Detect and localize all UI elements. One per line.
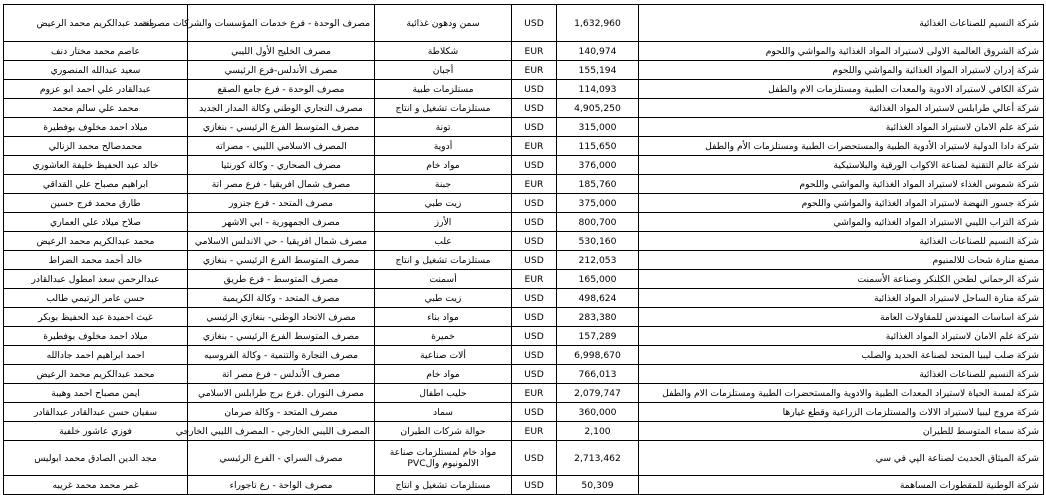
bank-cell: مصرف المتوسط الفرع الرئيسي - بنغازي <box>188 327 375 346</box>
table-row <box>4 441 1044 476</box>
table-row <box>4 99 1044 118</box>
currency-cell: EUR <box>512 137 557 156</box>
table-row <box>4 118 1044 137</box>
table-row <box>4 80 1044 99</box>
currency-cell: USD <box>512 308 557 327</box>
bank-cell: مصرف التجارة والتنمية - وكالة الفروسيه <box>188 346 375 365</box>
goods-cell: زيت طبي <box>375 194 512 213</box>
company-cell: شركة اساسات المهندس للمقاولات العامة <box>639 308 1044 327</box>
goods-cell: جبنة <box>375 175 512 194</box>
amount-cell: 766,013 <box>557 365 639 384</box>
goods-cell: أجبان <box>375 61 512 80</box>
table-row <box>4 42 1044 61</box>
person-cell: حسن عامر الرتيمي طالب <box>4 289 188 308</box>
bank-cell: المصرف الاسلامي الليبي - مصراته <box>188 137 375 156</box>
amount-cell: 800,700 <box>557 213 639 232</box>
person-cell: سفيان حسن عبدالقادر عبدالقادر <box>4 403 188 422</box>
amount-cell: 376,000 <box>557 156 639 175</box>
goods-cell: زيت طبي <box>375 289 512 308</box>
bank-cell: مصرف الوحدة - فرع خدمات المؤسسات والشركات مصراتة <box>188 5 375 42</box>
company-cell: شركة مروج ليبيا لاستيراد الالات والمستلزمات الزراعية وقطع غيارها <box>639 403 1044 422</box>
company-cell: شركة صلب ليبيا المتحد لصناعة الحديد والصلب <box>639 346 1044 365</box>
company-cell: شركة الميثاق الحديث لصناعة الپي في سي <box>639 441 1044 476</box>
company-cell: شركة النسيم للصناعات الغذائية <box>639 5 1044 42</box>
company-cell: شركة الوطنية للمقطورات المساهمة <box>639 476 1044 495</box>
goods-cell: سماد <box>375 403 512 422</box>
amount-cell: 2,079,747 <box>557 384 639 403</box>
person-cell: محمدصالح محمد الزنالي <box>4 137 188 156</box>
currency-cell: USD <box>512 156 557 175</box>
amount-cell: 114,093 <box>557 80 639 99</box>
company-cell: شركة أعالي طرابلس لاستيراد المواد الغذائية <box>639 99 1044 118</box>
currency-cell: USD <box>512 346 557 365</box>
bank-cell: مصرف المتحد - وكالة الكريمية <box>188 289 375 308</box>
currency-cell: USD <box>512 213 557 232</box>
amount-cell: 2,713,462 <box>557 441 639 476</box>
table-row <box>4 289 1044 308</box>
company-cell: شركة الشروق العالمية الاولى لاستيراد المواد الغذائية والمواشي واللحوم <box>639 42 1044 61</box>
bank-cell: مصرف التجاري الوطني وكالة المدار الجديد <box>188 99 375 118</box>
person-cell: طارق محمد فرج حسين <box>4 194 188 213</box>
company-cell: شركة عالم التقنية لصناعة الاكواب الورقية والبلاستيكية <box>639 156 1044 175</box>
table-row <box>4 61 1044 80</box>
goods-cell: خميرة <box>375 327 512 346</box>
person-cell: محمد عبدالكريم محمد الرعيض <box>4 5 188 42</box>
table-row <box>4 213 1044 232</box>
goods-cell: مواد خام لمستلزمات صناعة الالمونيوم والPVC <box>375 441 512 476</box>
person-cell: ايمن مصباح احمد وهيبة <box>4 384 188 403</box>
amount-cell: 185,760 <box>557 175 639 194</box>
person-cell: محمد عبدالكريم محمد الرعيض <box>4 232 188 251</box>
bank-cell: مصرف الجمهورية - ابي الاشهر <box>188 213 375 232</box>
person-cell: خالد أحمد محمد الضراط <box>4 251 188 270</box>
bank-cell: مصرف شمال افريقيا - فرع مصر اتة <box>188 175 375 194</box>
currency-cell: USD <box>512 403 557 422</box>
goods-cell: تونة <box>375 118 512 137</box>
currency-cell: USD <box>512 251 557 270</box>
amount-cell: 6,998,670 <box>557 346 639 365</box>
goods-cell: علب <box>375 232 512 251</box>
company-cell: شركة علم الامان لاستيراد المواد الغذائية <box>639 327 1044 346</box>
amount-cell: 315,000 <box>557 118 639 137</box>
table-row <box>4 384 1044 403</box>
currency-cell: USD <box>512 232 557 251</box>
company-cell: شركة إدران لاستيراد المواد الغذائية والمواشي واللحوم <box>639 61 1044 80</box>
person-cell: غمر محمد محمد غريبه <box>4 476 188 495</box>
currency-cell: USD <box>512 80 557 99</box>
goods-cell: مستلزمات تشغيل و انتاج <box>375 99 512 118</box>
currency-cell: EUR <box>512 175 557 194</box>
amount-cell: 155,194 <box>557 61 639 80</box>
bank-cell: مصرف النوران .فرع برج طرابلس الاسلامي <box>188 384 375 403</box>
table-row <box>4 403 1044 422</box>
amount-cell: 1,632,960 <box>557 5 639 42</box>
person-cell: ميلاد احمد مخلوف بوفطيرة <box>4 118 188 137</box>
goods-cell: مستلزمات تشغيل و انتاج <box>375 476 512 495</box>
bank-cell: مصرف السراي - الفرع الرئيسي <box>188 441 375 476</box>
goods-cell: مواد بناء <box>375 308 512 327</box>
table-row <box>4 346 1044 365</box>
goods-cell: مستلزمات طبية <box>375 80 512 99</box>
person-cell: احمد ابراهيم احمد جادالله <box>4 346 188 365</box>
table-row <box>4 251 1044 270</box>
bank-cell: مصرف الواحة - رع تاجوراء <box>188 476 375 495</box>
company-cell: شركة دادا الدولية لاستيراد الأدوية الطبية والمستحضرات الطبية ومستلزمات الأم والطفل <box>639 137 1044 156</box>
table-row <box>4 194 1044 213</box>
table-row <box>4 308 1044 327</box>
amount-cell: 115,650 <box>557 137 639 156</box>
table-body <box>4 5 1044 495</box>
goods-cell: الأرز <box>375 213 512 232</box>
table-row <box>4 156 1044 175</box>
table-row <box>4 365 1044 384</box>
amount-cell: 4,905,250 <box>557 99 639 118</box>
amount-cell: 165,000 <box>557 270 639 289</box>
amount-cell: 50,309 <box>557 476 639 495</box>
company-cell: شركة النسيم للصناعات الغذائية <box>639 232 1044 251</box>
company-cell: شركة شموس الغذاء لاستيراد المواد الغذائية والمواشي واللحوم <box>639 175 1044 194</box>
bank-cell: مصرف المتوسط - فرع طريق <box>188 270 375 289</box>
company-cell: شركة لمسة الحياة لاستيراد المعدات الطبية والادوية والمستحضرات الطبية ومستلزمات الام والطفل <box>639 384 1044 403</box>
companies-table <box>3 4 1044 495</box>
goods-cell: مواد خام <box>375 156 512 175</box>
bank-cell: مصرف المتحد - وكالة صرمان <box>188 403 375 422</box>
currency-cell: USD <box>512 289 557 308</box>
goods-cell: أدوية <box>375 137 512 156</box>
bank-cell: مصرف الصحاري - وكالة كورنثيا <box>188 156 375 175</box>
currency-cell: USD <box>512 327 557 346</box>
goods-cell: مواد خام <box>375 365 512 384</box>
goods-cell: شكلاطة <box>375 42 512 61</box>
goods-cell: سمن ودهون غذائية <box>375 5 512 42</box>
bank-cell: مصرف المتحد - فرع جنزور <box>188 194 375 213</box>
company-cell: شركة علم الامان لاستيراد المواد الغذائية <box>639 118 1044 137</box>
company-cell: شركة الرحماني لطحن الكلنكر وصناعة الأسمنت <box>639 270 1044 289</box>
person-cell: صلاح ميلاد علي العماري <box>4 213 188 232</box>
currency-cell: USD <box>512 365 557 384</box>
table-row <box>4 476 1044 495</box>
amount-cell: 360,000 <box>557 403 639 422</box>
goods-cell: أسمنت <box>375 270 512 289</box>
company-cell: شركة الكافي لاستيراد الادوية والمعدات الطبية ومستلزمات الام والطفل <box>639 80 1044 99</box>
goods-cell: ألات صناعية <box>375 346 512 365</box>
amount-cell: 530,160 <box>557 232 639 251</box>
bank-cell: مصرف الأندلس-فرع الرئيسي <box>188 61 375 80</box>
table-row <box>4 270 1044 289</box>
amount-cell: 375,000 <box>557 194 639 213</box>
bank-cell: مصرف الاتحاد الوطني- بنغازي الرئيسي <box>188 308 375 327</box>
table-row <box>4 175 1044 194</box>
amount-cell: 157,289 <box>557 327 639 346</box>
table-row <box>4 5 1044 42</box>
person-cell: ابراهيم مصباح علي القداقي <box>4 175 188 194</box>
person-cell: غيث احميدة عبد الحفيظ بوبكر <box>4 308 188 327</box>
bank-cell: مصرف الأندلس - فرع مصر اتة <box>188 365 375 384</box>
person-cell: فوزي عاشور خلفية <box>4 422 188 441</box>
company-cell: شركة النسيم للصناعات الغذائية <box>639 365 1044 384</box>
amount-cell: 498,624 <box>557 289 639 308</box>
table-row <box>4 327 1044 346</box>
currency-cell: EUR <box>512 42 557 61</box>
goods-cell: مستلزمات تشغيل و انتاج <box>375 251 512 270</box>
bank-cell: مصرف شمال افريقيا - حي الاندلس الاسلامي <box>188 232 375 251</box>
currency-cell: USD <box>512 476 557 495</box>
table-row <box>4 232 1044 251</box>
person-cell: خالد عبد الحفيظ خليفة العاشوري <box>4 156 188 175</box>
person-cell: محمد علي سالم محمد <box>4 99 188 118</box>
table-row <box>4 422 1044 441</box>
currency-cell: USD <box>512 194 557 213</box>
bank-cell: مصرف الوحدة - فرع جامع الصقع <box>188 80 375 99</box>
goods-cell: حوالة شركات الطيران <box>375 422 512 441</box>
company-cell: شركة منارة الساحل لاستيراد المواد الغذائية <box>639 289 1044 308</box>
currency-cell: EUR <box>512 61 557 80</box>
currency-cell: EUR <box>512 384 557 403</box>
table-row <box>4 137 1044 156</box>
bank-cell: مصرف الخليج الأول الليبي <box>188 42 375 61</box>
goods-cell: حليب اطفال <box>375 384 512 403</box>
amount-cell: 2,100 <box>557 422 639 441</box>
person-cell: ميلاد احمد مخلوف بوفطيرة <box>4 327 188 346</box>
company-cell: مصنع منارة شحات للالمنيوم <box>639 251 1044 270</box>
company-cell: شركة التراب الليبي الاستيراد المواد الغذائيه والمواشي <box>639 213 1044 232</box>
company-cell: شركة جسور النهضة لاستيراد المواد الغذائية والمواشي واللحوم <box>639 194 1044 213</box>
currency-cell: USD <box>512 118 557 137</box>
bank-cell: مصرف المتوسط الفرع الرئيسي - بنغازي <box>188 118 375 137</box>
currency-cell: EUR <box>512 270 557 289</box>
person-cell: محمد عبدالكريم محمد الرعيض <box>4 365 188 384</box>
person-cell: مجد الدين الصادق محمد ابوليس <box>4 441 188 476</box>
bank-cell: المصرف الليبي الخارجي - المصرف الليبي الخارجي <box>188 422 375 441</box>
amount-cell: 140,974 <box>557 42 639 61</box>
person-cell: عاصم محمد مختار دنف <box>4 42 188 61</box>
amount-cell: 212,053 <box>557 251 639 270</box>
currency-cell: EUR <box>512 422 557 441</box>
person-cell: عبدالقادر علي احمد ابو عزوم <box>4 80 188 99</box>
currency-cell: USD <box>512 5 557 42</box>
company-cell: شركة سماء المتوسط للطيران <box>639 422 1044 441</box>
currency-cell: USD <box>512 441 557 476</box>
person-cell: سعيد عبدالله المنصوري <box>4 61 188 80</box>
bank-cell: مصرف المتوسط الفرع الرئيسي - بنغازي <box>188 251 375 270</box>
person-cell: عبدالرحمن سعد امطول عبدالقادر <box>4 270 188 289</box>
amount-cell: 283,380 <box>557 308 639 327</box>
currency-cell: USD <box>512 99 557 118</box>
